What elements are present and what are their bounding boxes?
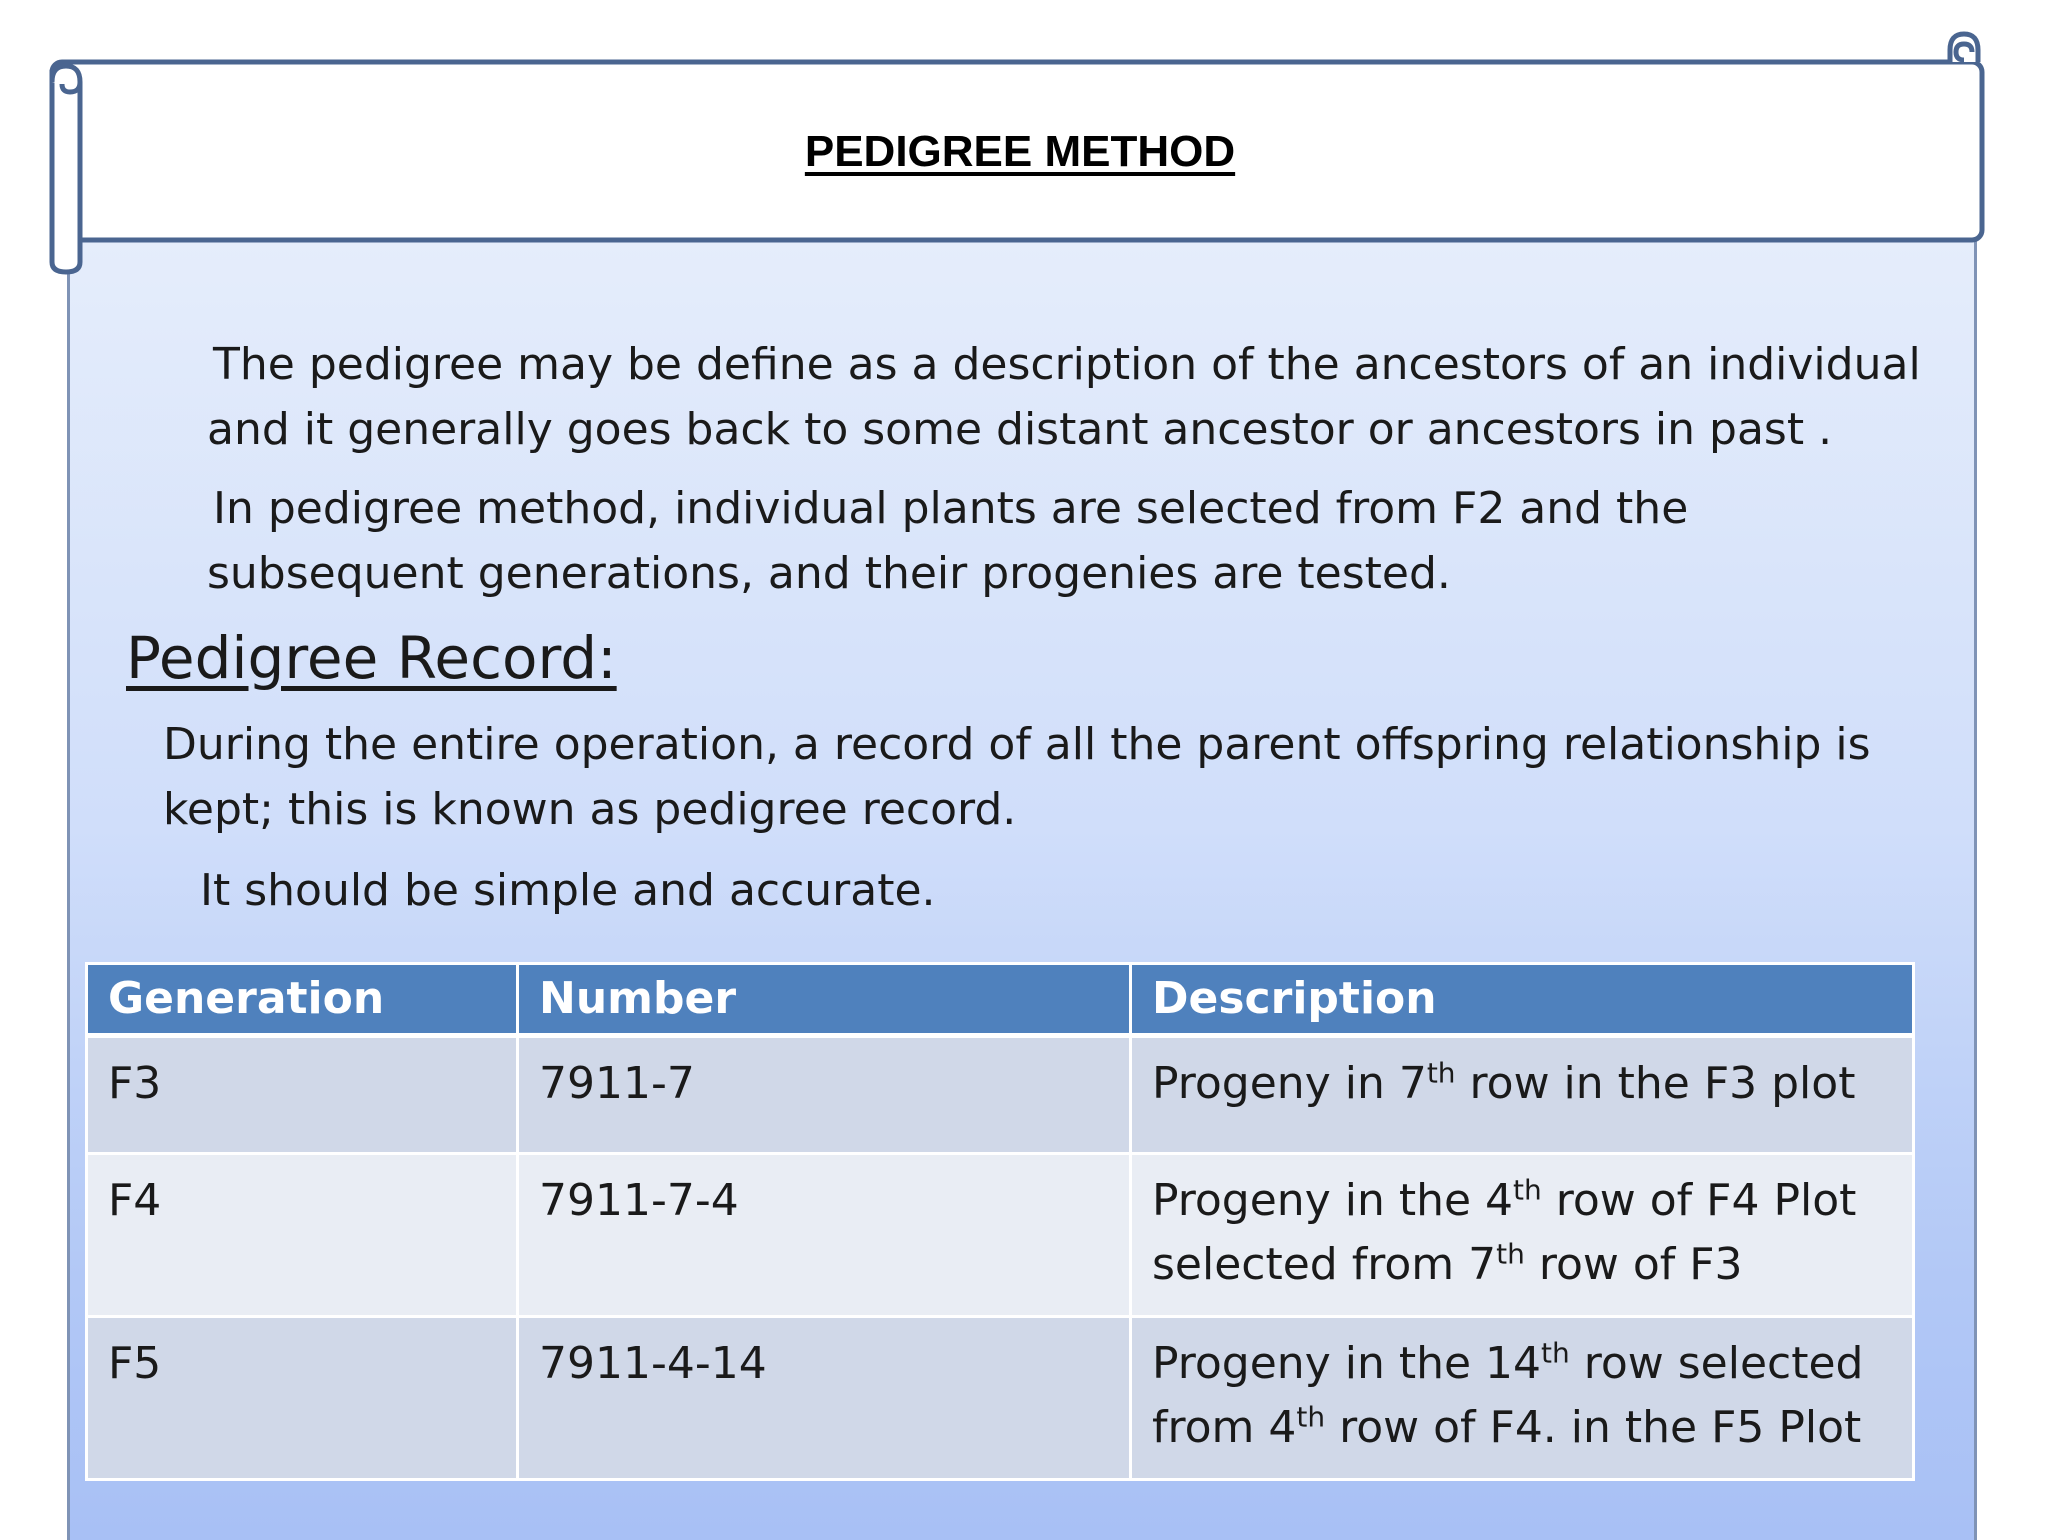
cell-generation: F3 (87, 1036, 518, 1154)
intro-paragraph-1: The pedigree may be define as a description of the ancestors of an individual and it generally goes back to some distant ancestor or ancestors in past . (207, 339, 1921, 455)
desc-sup: th (1296, 1400, 1326, 1434)
page-title: PEDIGREE METHOD (804, 127, 1236, 176)
cell-generation: F4 (87, 1154, 518, 1317)
desc-text: row in the F3 plot (1455, 1058, 1856, 1109)
section-heading: Pedigree Record: (126, 624, 617, 692)
desc-text: row selected from 4 (1152, 1338, 1864, 1453)
cell-description (1131, 1036, 1914, 1154)
table-header-row (87, 964, 1914, 1036)
table-row (87, 1036, 1914, 1154)
header-number: Number (518, 964, 1131, 1036)
intro-paragraph-2: In pedigree method, individual plants are selected from F2 and the subsequent generations, and their progenies are tested. (207, 483, 1689, 599)
banner-title-wrap (70, 62, 1970, 242)
desc-sup: th (1496, 1237, 1525, 1271)
desc-sup: th (1426, 1056, 1456, 1090)
desc-text: Progeny in the 14 (1152, 1338, 1541, 1389)
header-generation: Generation (87, 964, 518, 1036)
record-paragraph-2: It should be simple and accurate. (200, 865, 936, 916)
desc-text: Progeny in the 4 (1152, 1175, 1514, 1226)
cell-description (1131, 1154, 1914, 1317)
desc-sup: th (1513, 1173, 1542, 1207)
cell-number: 7911-4-14 (518, 1317, 1131, 1480)
record-paragraph-1: During the entire operation, a record of all the parent offspring relationship is kept; this is known as pedigree record. (163, 719, 1871, 835)
cell-description (1131, 1317, 1914, 1480)
desc-text: row of F3 (1524, 1239, 1743, 1290)
table-row (87, 1317, 1914, 1480)
cell-generation: F5 (87, 1317, 518, 1480)
pedigree-table (85, 962, 1915, 1481)
cell-number: 7911-7-4 (518, 1154, 1131, 1317)
header-description: Description (1131, 964, 1914, 1036)
cell-number: 7911-7 (518, 1036, 1131, 1154)
desc-text: Progeny in 7 (1152, 1058, 1427, 1109)
table-row (87, 1154, 1914, 1317)
desc-sup: th (1541, 1336, 1570, 1370)
desc-text: row of F4. in the F5 Plot (1325, 1402, 1862, 1453)
desc-text: row of F4 Plot selected from 7 (1152, 1175, 1857, 1290)
